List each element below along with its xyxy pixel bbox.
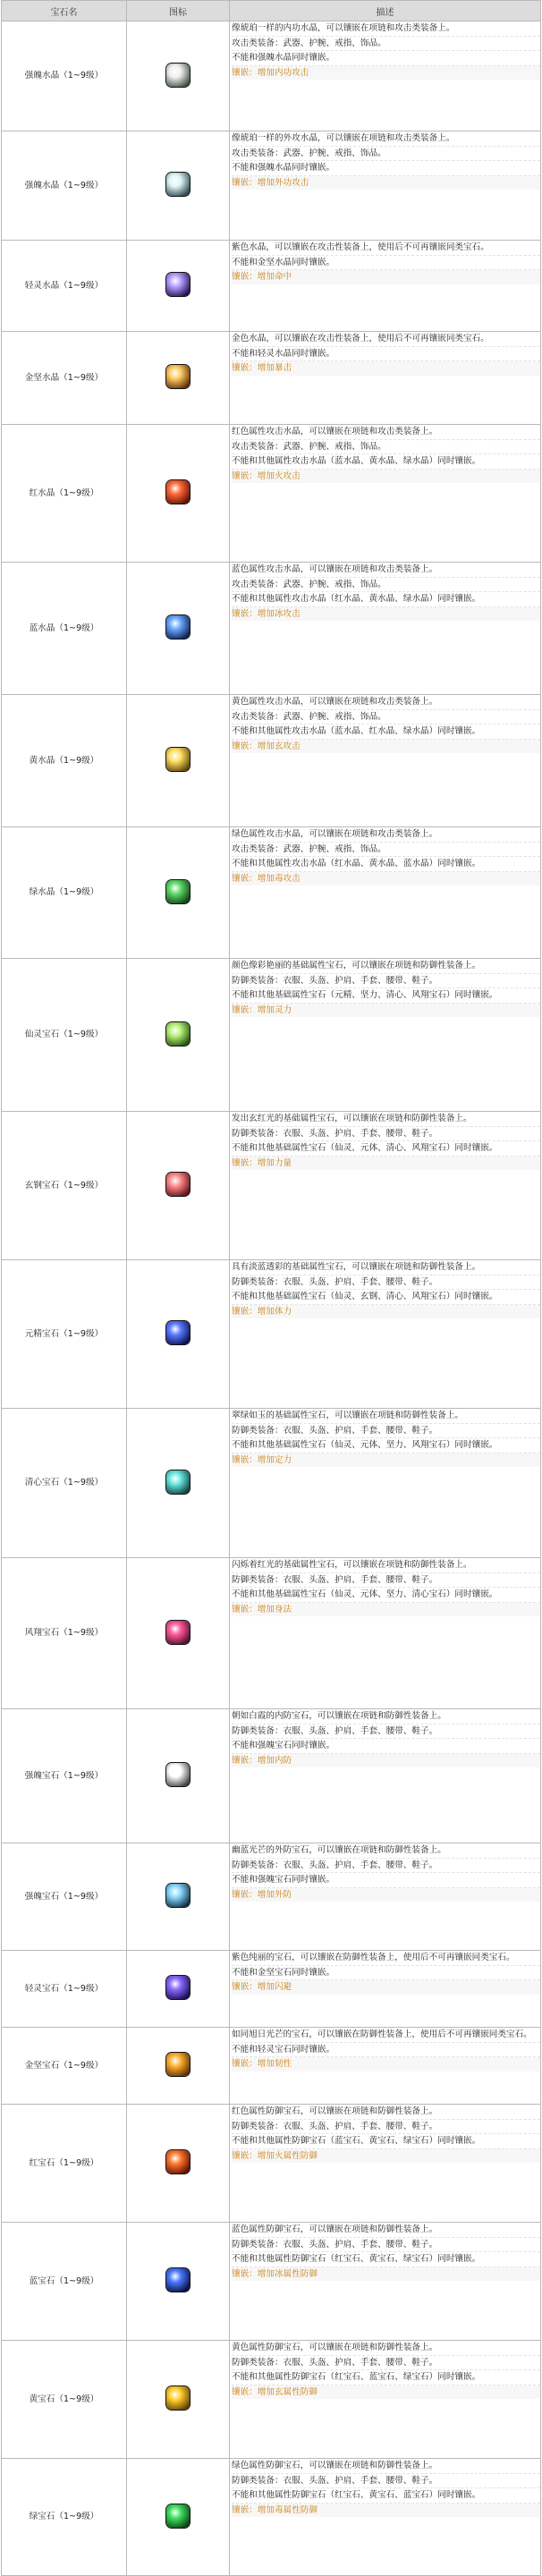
gem-wind-stone-icon bbox=[166, 1621, 190, 1644]
gem-icon-cell bbox=[127, 563, 230, 695]
description-line: 发出玄红光的基础属性宝石，可以镶嵌在项链和防御性装备上。 bbox=[232, 1112, 540, 1127]
table-row bbox=[2, 2459, 541, 2576]
gem-description bbox=[230, 131, 541, 241]
gem-description bbox=[230, 1709, 541, 1843]
table-row bbox=[2, 1409, 541, 1558]
gem-name: 金坚水晶（1~9级） bbox=[2, 332, 127, 425]
description-line: 幽蓝光芒的外防宝石，可以镶嵌在项链和防御性装备上。 bbox=[232, 1843, 540, 1859]
description-line: 攻击类装备：武器、护腕、戒指、饰品。 bbox=[232, 440, 540, 455]
gem-description bbox=[230, 1843, 541, 1951]
description-line: 不能和其他属性攻击水晶（蓝水晶、红水晶、绿水晶）同时镶嵌。 bbox=[232, 724, 540, 740]
description-line: 朝如白霞的内防宝石，可以镶嵌在项链和防御性装备上。 bbox=[232, 1709, 540, 1724]
description-line: 不能和其他属性攻击水晶（蓝水晶、黄水晶、绿水晶）同时镶嵌。 bbox=[232, 454, 540, 470]
description-line: 不能和其他属性防御宝石（红宝石、黄宝石、绿宝石）同时镶嵌。 bbox=[232, 2252, 540, 2267]
description-line: 不能和其他属性防御宝石（蓝宝石、黄宝石、绿宝石）同时镶嵌。 bbox=[232, 2134, 540, 2149]
effect-line: 镶嵌：增加闪避 bbox=[232, 1980, 540, 1995]
gem-strong-crystal-icon bbox=[166, 64, 190, 87]
gem-icon-cell bbox=[127, 2105, 230, 2223]
gem-name: 强魄水晶（1~9级） bbox=[2, 131, 127, 241]
effect-line: 镶嵌：增加韧性 bbox=[232, 2057, 540, 2072]
effect-line: 镶嵌：增加灵力 bbox=[232, 1004, 540, 1018]
table-body bbox=[2, 21, 541, 2576]
gem-icon-cell bbox=[127, 1409, 230, 1558]
gem-icon-cell bbox=[127, 1260, 230, 1409]
gem-icon-cell bbox=[127, 241, 230, 332]
description-line: 具有淡蓝透彩的基础属性宝石，可以镶嵌在项链和防御性装备上。 bbox=[232, 1260, 540, 1275]
description-line: 不能和强魄宝石同时镶嵌。 bbox=[232, 1873, 540, 1888]
table-row bbox=[2, 2223, 541, 2341]
description-line: 蓝色属性防御宝石，可以镶嵌在项链和防御性装备上。 bbox=[232, 2223, 540, 2238]
gem-clear-heart-stone-icon bbox=[166, 1470, 190, 1494]
effect-line: 镶嵌：增加内防 bbox=[232, 1754, 540, 1768]
description-line: 红色属性防御宝石，可以镶嵌在项链和防御性装备上。 bbox=[232, 2105, 540, 2120]
effect-line: 镶嵌：增加玄攻击 bbox=[232, 740, 540, 754]
gem-description bbox=[230, 1951, 541, 2028]
gem-icon-cell bbox=[127, 1112, 230, 1260]
gem-name: 蓝水晶（1~9级） bbox=[2, 563, 127, 695]
description-line: 如同旭日光芒的宝石，可以镶嵌在防御性装备上，使用后不可再镶嵌同类宝石。 bbox=[232, 2028, 540, 2043]
description-line: 不能和其他基础属性宝石（仙灵、元体、清心、风翔宝石）同时镶嵌。 bbox=[232, 1141, 540, 1157]
gem-icon-cell bbox=[127, 425, 230, 563]
gem-name: 强魄宝石（1~9级） bbox=[2, 1709, 127, 1843]
table-row bbox=[2, 1112, 541, 1260]
description-line: 不能和强魄水晶同时镶嵌。 bbox=[232, 161, 540, 176]
description-line: 防御类装备：衣服、头盔、护肩、手套、腰带、鞋子。 bbox=[232, 974, 540, 989]
gem-topaz-icon bbox=[166, 2386, 190, 2410]
description-line: 不能和轻灵宝石同时镶嵌。 bbox=[232, 2043, 540, 2058]
description-line: 攻击类装备：武器、护腕、戒指、饰品。 bbox=[232, 710, 540, 725]
gem-icon-cell bbox=[127, 2459, 230, 2576]
table-row bbox=[2, 959, 541, 1112]
gem-description bbox=[230, 241, 541, 332]
effect-line: 镶嵌：增加外防 bbox=[232, 1888, 540, 1902]
gem-description bbox=[230, 1260, 541, 1409]
table-row bbox=[2, 2028, 541, 2105]
gem-description bbox=[230, 2105, 541, 2223]
gem-light-crystal-icon bbox=[166, 273, 190, 296]
gem-name: 风翔宝石（1~9级） bbox=[2, 1558, 127, 1709]
gem-name: 红水晶（1~9级） bbox=[2, 425, 127, 563]
gem-icon-cell bbox=[127, 827, 230, 959]
description-line: 蓝色属性攻击水晶，可以镶嵌在项链和攻击类装备上。 bbox=[232, 563, 540, 578]
gem-description bbox=[230, 1112, 541, 1260]
gem-sapphire-icon bbox=[166, 2268, 190, 2292]
gem-name: 黄宝石（1~9级） bbox=[2, 2341, 127, 2459]
gem-description bbox=[230, 959, 541, 1112]
table-row bbox=[2, 563, 541, 695]
description-line: 紫色水晶，可以镶嵌在攻击性装备上，使用后不可再镶嵌同类宝石。 bbox=[232, 241, 540, 256]
gem-name: 红宝石（1~9级） bbox=[2, 2105, 127, 2223]
description-line: 防御类装备：衣服、头盔、护肩、手套、腰带、鞋子。 bbox=[232, 2356, 540, 2371]
gem-name: 强魄宝石（1~9级） bbox=[2, 1843, 127, 1951]
gem-description bbox=[230, 2028, 541, 2105]
effect-line: 镶嵌：增加力量 bbox=[232, 1157, 540, 1171]
description-line: 不能和其他属性防御宝石（红宝石、蓝宝石、绿宝石）同时镶嵌。 bbox=[232, 2370, 540, 2385]
effect-line: 镶嵌：增加玄属性防御 bbox=[232, 2385, 540, 2400]
effect-line: 镶嵌：增加冰属性防御 bbox=[232, 2267, 540, 2282]
gem-name: 轻灵水晶（1~9级） bbox=[2, 241, 127, 332]
gem-icon-cell bbox=[127, 1843, 230, 1951]
gem-gold-stone-icon bbox=[166, 2053, 190, 2076]
table-row bbox=[2, 1843, 541, 1951]
gem-description bbox=[230, 2459, 541, 2576]
description-line: 金色水晶，可以镶嵌在攻击性装备上，使用后不可再镶嵌同类宝石。 bbox=[232, 332, 540, 347]
table-row bbox=[2, 2341, 541, 2459]
gem-description bbox=[230, 827, 541, 959]
gem-name: 轻灵宝石（1~9级） bbox=[2, 1951, 127, 2028]
gem-icon-cell bbox=[127, 1558, 230, 1709]
effect-line: 镶嵌：增加暴击 bbox=[232, 361, 540, 376]
table-row bbox=[2, 827, 541, 959]
description-line: 不能和轻灵水晶同时镶嵌。 bbox=[232, 347, 540, 362]
gem-gold-crystal-icon bbox=[166, 365, 190, 388]
gem-icon-cell bbox=[127, 695, 230, 827]
gem-green-crystal-icon bbox=[166, 880, 190, 903]
gem-essence-stone-icon bbox=[166, 1321, 190, 1344]
gem-description bbox=[230, 1558, 541, 1709]
gem-name: 金坚宝石（1~9级） bbox=[2, 2028, 127, 2105]
gem-description bbox=[230, 425, 541, 563]
description-line: 不能和强魄水晶同时镶嵌。 bbox=[232, 51, 540, 66]
description-line: 黄色属性防御宝石，可以镶嵌在项链和防御性装备上。 bbox=[232, 2341, 540, 2356]
description-line: 防御类装备：衣服、头盔、护肩、手套、腰带、鞋子。 bbox=[232, 1424, 540, 1439]
gem-blue-crystal-icon bbox=[166, 615, 190, 639]
gem-icon-cell bbox=[127, 332, 230, 425]
table-header bbox=[2, 1, 541, 21]
gem-name: 元精宝石（1~9级） bbox=[2, 1260, 127, 1409]
effect-line: 镶嵌：增加火攻击 bbox=[232, 470, 540, 484]
header-icon: 图标 bbox=[127, 1, 230, 21]
description-line: 防御类装备：衣服、头盔、护肩、手套、腰带、鞋子。 bbox=[232, 1275, 540, 1291]
description-line: 不能和其他基础属性宝石（仙灵、元体、坚力、清心宝石）同时镶嵌。 bbox=[232, 1588, 540, 1603]
gem-description bbox=[230, 1409, 541, 1558]
gem-spirit-stone-icon bbox=[166, 1022, 190, 1046]
gem-description bbox=[230, 563, 541, 695]
gem-name: 仙灵宝石（1~9级） bbox=[2, 959, 127, 1112]
description-line: 防御类装备：衣服、头盔、护肩、手套、腰带、鞋子。 bbox=[232, 1724, 540, 1740]
description-line: 像琥珀一样的外攻水晶，可以镶嵌在项链和攻击类装备上。 bbox=[232, 131, 540, 147]
gem-name: 玄钢宝石（1~9级） bbox=[2, 1112, 127, 1260]
gem-ruby-icon bbox=[166, 2150, 190, 2174]
gem-name: 强魄水晶（1~9级） bbox=[2, 21, 127, 131]
gem-name: 蓝宝石（1~9级） bbox=[2, 2223, 127, 2341]
header-description: 描述 bbox=[230, 1, 541, 21]
gem-outer-crystal-icon bbox=[166, 173, 190, 196]
gem-red-crystal-icon bbox=[166, 480, 190, 504]
gem-icon-cell bbox=[127, 21, 230, 131]
gem-inner-defense-stone-icon bbox=[166, 1763, 190, 1786]
table-row bbox=[2, 1709, 541, 1843]
gem-icon-cell bbox=[127, 2223, 230, 2341]
description-line: 不能和其他属性防御宝石（红宝石、黄宝石、蓝宝石）同时镶嵌。 bbox=[232, 2488, 540, 2504]
description-line: 不能和其他基础属性宝石（仙灵、元体、坚力、风翔宝石）同时镶嵌。 bbox=[232, 1438, 540, 1453]
gem-icon-cell bbox=[127, 131, 230, 241]
table-row bbox=[2, 695, 541, 827]
effect-line: 镶嵌：增加内功攻击 bbox=[232, 66, 540, 80]
description-line: 不能和金坚水晶同时镶嵌。 bbox=[232, 256, 540, 271]
description-line: 不能和其他基础属性宝石（元精、坚力、清心、风翔宝石）同时镶嵌。 bbox=[232, 988, 540, 1004]
description-line: 紫色纯丽的宝石，可以镶嵌在防御性装备上，使用后不可再镶嵌同类宝石。 bbox=[232, 1951, 540, 1966]
description-line: 攻击类装备：武器、护腕、戒指、饰品。 bbox=[232, 37, 540, 52]
gem-icon-cell bbox=[127, 959, 230, 1112]
effect-line: 镶嵌：增加冰攻击 bbox=[232, 607, 540, 622]
description-line: 攻击类装备：武器、护腕、戒指、饰品。 bbox=[232, 843, 540, 858]
effect-line: 镶嵌：增加定力 bbox=[232, 1453, 540, 1468]
description-line: 黄色属性攻击水晶，可以镶嵌在项链和攻击类装备上。 bbox=[232, 695, 540, 710]
gem-name: 清心宝石（1~9级） bbox=[2, 1409, 127, 1558]
description-line: 不能和金坚宝石同时镶嵌。 bbox=[232, 1966, 540, 1981]
table-row bbox=[2, 241, 541, 332]
table-row bbox=[2, 1260, 541, 1409]
description-line: 不能和其他属性攻击水晶（红水晶、黄水晶、蓝水晶）同时镶嵌。 bbox=[232, 857, 540, 872]
effect-line: 镶嵌：增加火属性防御 bbox=[232, 2149, 540, 2164]
table-row bbox=[2, 131, 541, 241]
gem-icon-cell bbox=[127, 2341, 230, 2459]
gem-outer-defense-stone-icon bbox=[166, 1884, 190, 1907]
effect-line: 镶嵌：增加毒属性防御 bbox=[232, 2504, 540, 2518]
description-line: 防御类装备：衣服、头盔、护肩、手套、腰带、鞋子。 bbox=[232, 1859, 540, 1874]
gem-steel-stone-icon bbox=[166, 1173, 190, 1196]
table-row bbox=[2, 1558, 541, 1709]
description-line: 红色属性攻击水晶，可以镶嵌在项链和攻击类装备上。 bbox=[232, 425, 540, 440]
description-line: 防御类装备：衣服、头盔、护肩、手套、腰带、鞋子。 bbox=[232, 1127, 540, 1142]
description-line: 颜色像彩艳丽的基础属性宝石，可以镶嵌在项链和防御性装备上。 bbox=[232, 959, 540, 974]
description-line: 防御类装备：衣服、头盔、护肩、手套、腰带、鞋子。 bbox=[232, 2238, 540, 2253]
gem-table bbox=[1, 0, 541, 2576]
gem-yellow-crystal-icon bbox=[166, 748, 190, 771]
gem-description bbox=[230, 21, 541, 131]
description-line: 防御类装备：衣服、头盔、护肩、手套、腰带、鞋子。 bbox=[232, 2120, 540, 2135]
description-line: 防御类装备：衣服、头盔、护肩、手套、腰带、鞋子。 bbox=[232, 1573, 540, 1589]
header-gem-name: 宝石名 bbox=[2, 1, 127, 21]
table-row bbox=[2, 21, 541, 131]
gem-icon-cell bbox=[127, 1951, 230, 2028]
gem-emerald-icon bbox=[166, 2504, 190, 2528]
effect-line: 镶嵌：增加身法 bbox=[232, 1603, 540, 1617]
description-line: 不能和其他属性攻击水晶（红水晶、黄水晶、绿水晶）同时镶嵌。 bbox=[232, 592, 540, 607]
table-row bbox=[2, 425, 541, 563]
gem-description bbox=[230, 2341, 541, 2459]
description-line: 攻击类装备：武器、护腕、戒指、饰品。 bbox=[232, 578, 540, 593]
gem-light-stone-icon bbox=[166, 1976, 190, 1999]
description-line: 不能和其他基础属性宝石（仙灵、玄钢、清心、风翔宝石）同时镶嵌。 bbox=[232, 1290, 540, 1305]
table-row bbox=[2, 2105, 541, 2223]
description-line: 闪烁着红光的基础属性宝石，可以镶嵌在项链和防御性装备上。 bbox=[232, 1558, 540, 1573]
gem-icon-cell bbox=[127, 1709, 230, 1843]
description-line: 绿色属性攻击水晶，可以镶嵌在项链和攻击类装备上。 bbox=[232, 827, 540, 843]
description-line: 像琥珀一样的内功水晶，可以镶嵌在项链和攻击类装备上。 bbox=[232, 21, 540, 37]
table-row bbox=[2, 1951, 541, 2028]
gem-name: 绿宝石（1~9级） bbox=[2, 2459, 127, 2576]
effect-line: 镶嵌：增加外功攻击 bbox=[232, 176, 540, 191]
effect-line: 镶嵌：增加毒攻击 bbox=[232, 872, 540, 886]
description-line: 不能和强魄宝石同时镶嵌。 bbox=[232, 1739, 540, 1754]
description-line: 翠绿如玉的基础属性宝石，可以镶嵌在项链和防御性装备上。 bbox=[232, 1409, 540, 1424]
description-line: 防御类装备：衣服、头盔、护肩、手套、腰带、鞋子。 bbox=[232, 2474, 540, 2489]
gem-icon-cell bbox=[127, 2028, 230, 2105]
effect-line: 镶嵌：增加命中 bbox=[232, 270, 540, 284]
gem-description bbox=[230, 332, 541, 425]
gem-name: 黄水晶（1~9级） bbox=[2, 695, 127, 827]
description-line: 攻击类装备：武器、护腕、戒指、饰品。 bbox=[232, 147, 540, 162]
gem-name: 绿水晶（1~9级） bbox=[2, 827, 127, 959]
description-line: 绿色属性防御宝石，可以镶嵌在项链和防御性装备上。 bbox=[232, 2459, 540, 2474]
gem-description bbox=[230, 695, 541, 827]
gem-description bbox=[230, 2223, 541, 2341]
table-row bbox=[2, 332, 541, 425]
effect-line: 镶嵌：增加体力 bbox=[232, 1305, 540, 1319]
